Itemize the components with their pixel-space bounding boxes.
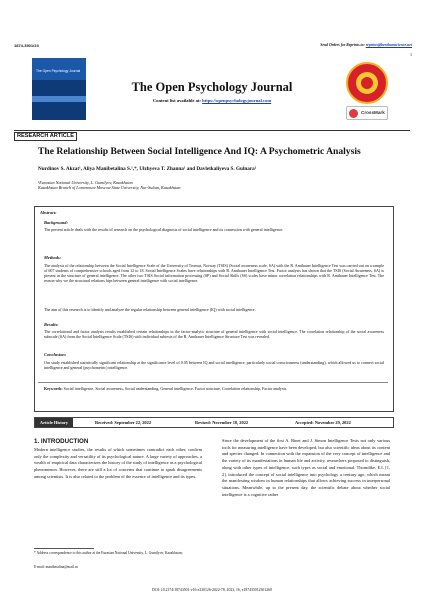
results-text: The correlational and factor analysis results established certain relationships in the factor-analytic structure of general intelligence with social intelligence. The correlation relationship of the social awareness subscale (SA) from the Social Intelligence Scale (TSIS) with individual subtests of the R. Amthauer Intelligence Structure Test was revealed.	[44, 329, 384, 339]
results-heading: Results:	[44, 322, 59, 327]
article-type-badge: RESEARCH ARTICLE	[14, 132, 77, 141]
correspondence-line: Send Orders for Reprints to: reprints@benthamscience.net	[320, 43, 412, 47]
background-text: The present article deals with the results of research on the psychological diagnosis of social intelligence and its connection with general intelligence.	[44, 227, 284, 232]
methods-text: The analysis of the relationship between the Social Intelligence Scale of the University of Tromsø, Norway (TSIS) (Social awareness scale, SA) with the R. Amthauer Intelligence Test was carried out on a sample of 607 students of comprehensive schools aged from 12 to 18. Social Intelligence Scales have relationships with R. Amthauer Intelligence Test. Factor analysis has shown that the TSIS (Social Awareness, SA) is present in the structure of general intelligence. The other two TSIS Social information processing (SP) and Social Skills (SS) scales have minor correlation relationships with R. Amthauer Intelligence Test. The reason why we the structural relations hips between general intelligence with social intelligence.	[44, 263, 384, 283]
correspondence-label: Send Orders for Reprints to	[320, 43, 364, 47]
doi-footer: DOI: 10.2174/18743501-v16-e230126-2022-78, 2023, 16, e187435012301260	[152, 588, 272, 592]
footnote-divider	[34, 548, 94, 549]
issn-label: 1874-3501/23	[14, 43, 39, 48]
correspondence-email-link[interactable]: reprints@benthamscience.net	[365, 43, 412, 47]
keywords-line	[44, 386, 384, 391]
header-divider	[14, 130, 410, 131]
keywords-divider	[38, 382, 388, 383]
received-date: Received: September 22, 2022	[95, 420, 152, 425]
author-list: Nurdinov S. Akzat¹, Aliya Manibetalina S.¹,*, Ulzhyeva T. Zhanna¹ and Davletkaliyeva S. Gulnara¹	[38, 166, 257, 172]
abstract-heading: Abstract:	[40, 210, 57, 215]
crossmark-icon	[349, 109, 358, 118]
methods-heading: Methods:	[44, 255, 62, 260]
affiliation-1: ¹Eurasian National University, L. Gumilyov, Kazakhstan	[38, 180, 133, 185]
background-heading: Background:	[44, 220, 68, 225]
intro-left-column: Modern intelligence studies, the results of which sometimes contradict each other, confirm only the complexity and versatility of its psychological nature. A large variety of approaches, a wealth of empirical data characterizes the history of the study of intelligence as a psychological phenomenon. However, there are still a lot of concerns that continue to spark disagreements among scientists. It is also related to the problem of the essence of intelligence and its types.	[34, 447, 202, 479]
footnote-email: E-mail: manibetalina@mail.ru	[34, 565, 78, 569]
article-history-label: Article History	[35, 418, 73, 427]
journal-url-link[interactable]: https://openpsychologyjournal.com	[202, 98, 272, 103]
accepted-date: Accepted: November 29, 2022	[295, 420, 351, 425]
introduction-heading: 1. INTRODUCTION	[34, 438, 89, 445]
content-list-prefix: Content list available at:	[152, 98, 201, 103]
keywords-label: Keywords:	[44, 386, 63, 391]
keywords-text: Social intelligence, Social awareness, Social understanding, General intelligence, Factor structure, Correlation relationship, Factor analysis.	[63, 386, 288, 391]
revised-date: Revised: November 18, 2022	[195, 420, 249, 425]
content-list-line	[100, 98, 324, 103]
paper-title: The Relationship Between Social Intelligence And IQ: A Psychometric Analysis	[38, 146, 361, 157]
intro-right-column: Since the development of the first A. Binet and J. Simon Intelligence Tests not only various tools for measuring intelligence have been developed, but also scientific ideas about its content and species changed. In connection with the expansion of the very concept of intelligence and the variety of its manifestations in human life and activity, researchers proposed to distinguish, along with other types of intelligence, such types as social and emotional. Thorndike, E.L [1, 2], introduced the concept of social intelligence into psychology a century ago, which meant the manifesting wisdom in human relationships that allows achieving success in interpersonal situations. Meanwhile, up to the present day, the scientific debate about whether social intelligence is a cognitive rather	[222, 438, 390, 497]
affiliation-2: Kazakhstan Branch of Lomonosov Moscow State University, Nur-Sultan, Kazakhstan	[38, 185, 181, 190]
page-number: 1	[410, 52, 412, 57]
journal-cover-image	[32, 58, 86, 120]
conclusion-text: Our study established statistically significant relationship at the significance level of 0.05 between IQ and social intelligence, particularly social consciousness (understanding), which allowed us to connect social intelligence and general (psychometric) intelligence.	[44, 360, 384, 370]
methods-aim-text: The aim of this research is to identify and analyze the regular relationship between general intelligence (IQ) with social intelligence.	[44, 307, 256, 312]
crossmark-badge[interactable]	[346, 106, 388, 120]
footnote-text: * Address correspondence to this author at the Eurasian National University, L. Gumilyov, Kazakhstan;	[34, 551, 183, 555]
crossmark-label: CrossMark	[361, 110, 385, 115]
cover-label: The Open Psychology Journal	[36, 69, 81, 73]
journal-seal-logo	[346, 62, 388, 104]
conclusion-heading: Conclusion:	[44, 352, 67, 357]
journal-title: The Open Psychology Journal	[131, 80, 293, 94]
article-history-bar	[34, 417, 394, 428]
